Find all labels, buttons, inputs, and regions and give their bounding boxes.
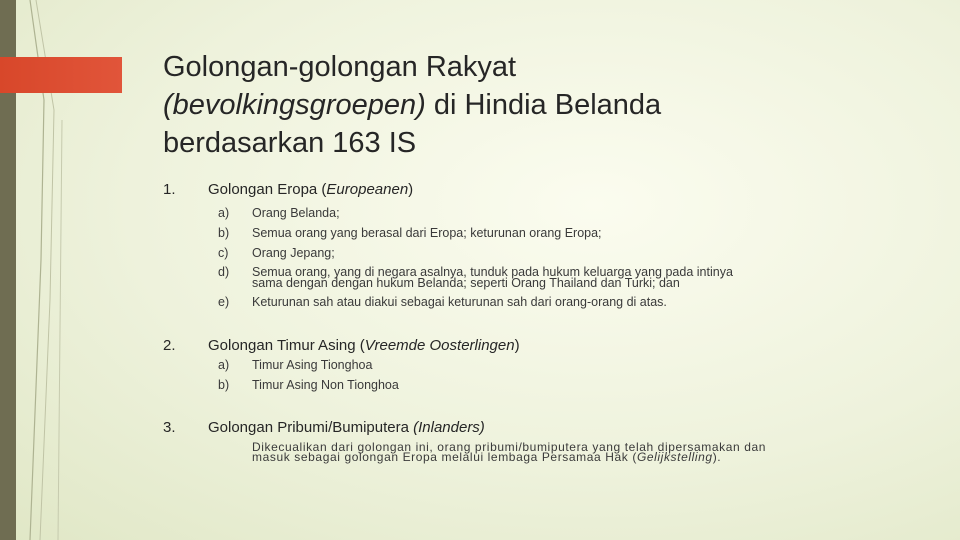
item-letter: a) bbox=[218, 358, 230, 372]
list-item: Timur Asing Non Tionghoa bbox=[252, 378, 399, 392]
slide-title bbox=[163, 48, 883, 162]
item-letter: a) bbox=[218, 206, 230, 220]
section-3-note: Dikecualikan dari golongan ini, orang pribumi/bumiputera yang telah dipersamakan dan masuk sebagai golongan Eropa melalui lembaga Persamaa Hak (Gelijkstelling). bbox=[252, 440, 767, 464]
section-3-number: 3. bbox=[163, 419, 176, 436]
item-letter: c) bbox=[218, 246, 229, 260]
item-letter: b) bbox=[218, 378, 230, 392]
section-3-title: Golongan Pribumi/Bumiputera (Inlanders) bbox=[208, 419, 485, 436]
list-item-continuation: sama dengan dengan hukum Belanda; seperti Orang Thailand dan Turki; dan bbox=[252, 276, 680, 290]
title-line-3: berdasarkan 163 IS bbox=[163, 127, 417, 159]
list-item: Orang Belanda; bbox=[252, 206, 340, 220]
section-1-number: 1. bbox=[163, 181, 176, 198]
title-line-2: di Hindia Belanda bbox=[425, 89, 662, 121]
item-letter: d) bbox=[218, 265, 230, 279]
title-italic-term: (bevolkingsgroepen) bbox=[163, 89, 426, 121]
title-accent-tab bbox=[0, 57, 122, 93]
section-1-title: Golongan Eropa (Europeanen) bbox=[208, 181, 414, 198]
item-letter: b) bbox=[218, 226, 230, 240]
list-item: Semua orang yang berasal dari Eropa; keturunan orang Eropa; bbox=[252, 226, 602, 240]
list-item: Orang Jepang; bbox=[252, 246, 335, 260]
list-item: Semua orang, yang di negara asalnya, tunduk pada hukum keluarga yang pada intinya bbox=[252, 265, 733, 279]
list-item: Keturunan sah atau diakui sebagai keturunan sah dari orang-orang di atas. bbox=[252, 295, 667, 309]
title-line-1: Golongan-golongan Rakyat bbox=[163, 51, 517, 83]
list-item: Timur Asing Tionghoa bbox=[252, 358, 373, 372]
section-2-number: 2. bbox=[163, 337, 176, 354]
section-2-title: Golongan Timur Asing (Vreemde Oosterlingen) bbox=[208, 337, 520, 354]
decorative-line-3 bbox=[58, 120, 62, 540]
item-letter: e) bbox=[218, 295, 230, 309]
